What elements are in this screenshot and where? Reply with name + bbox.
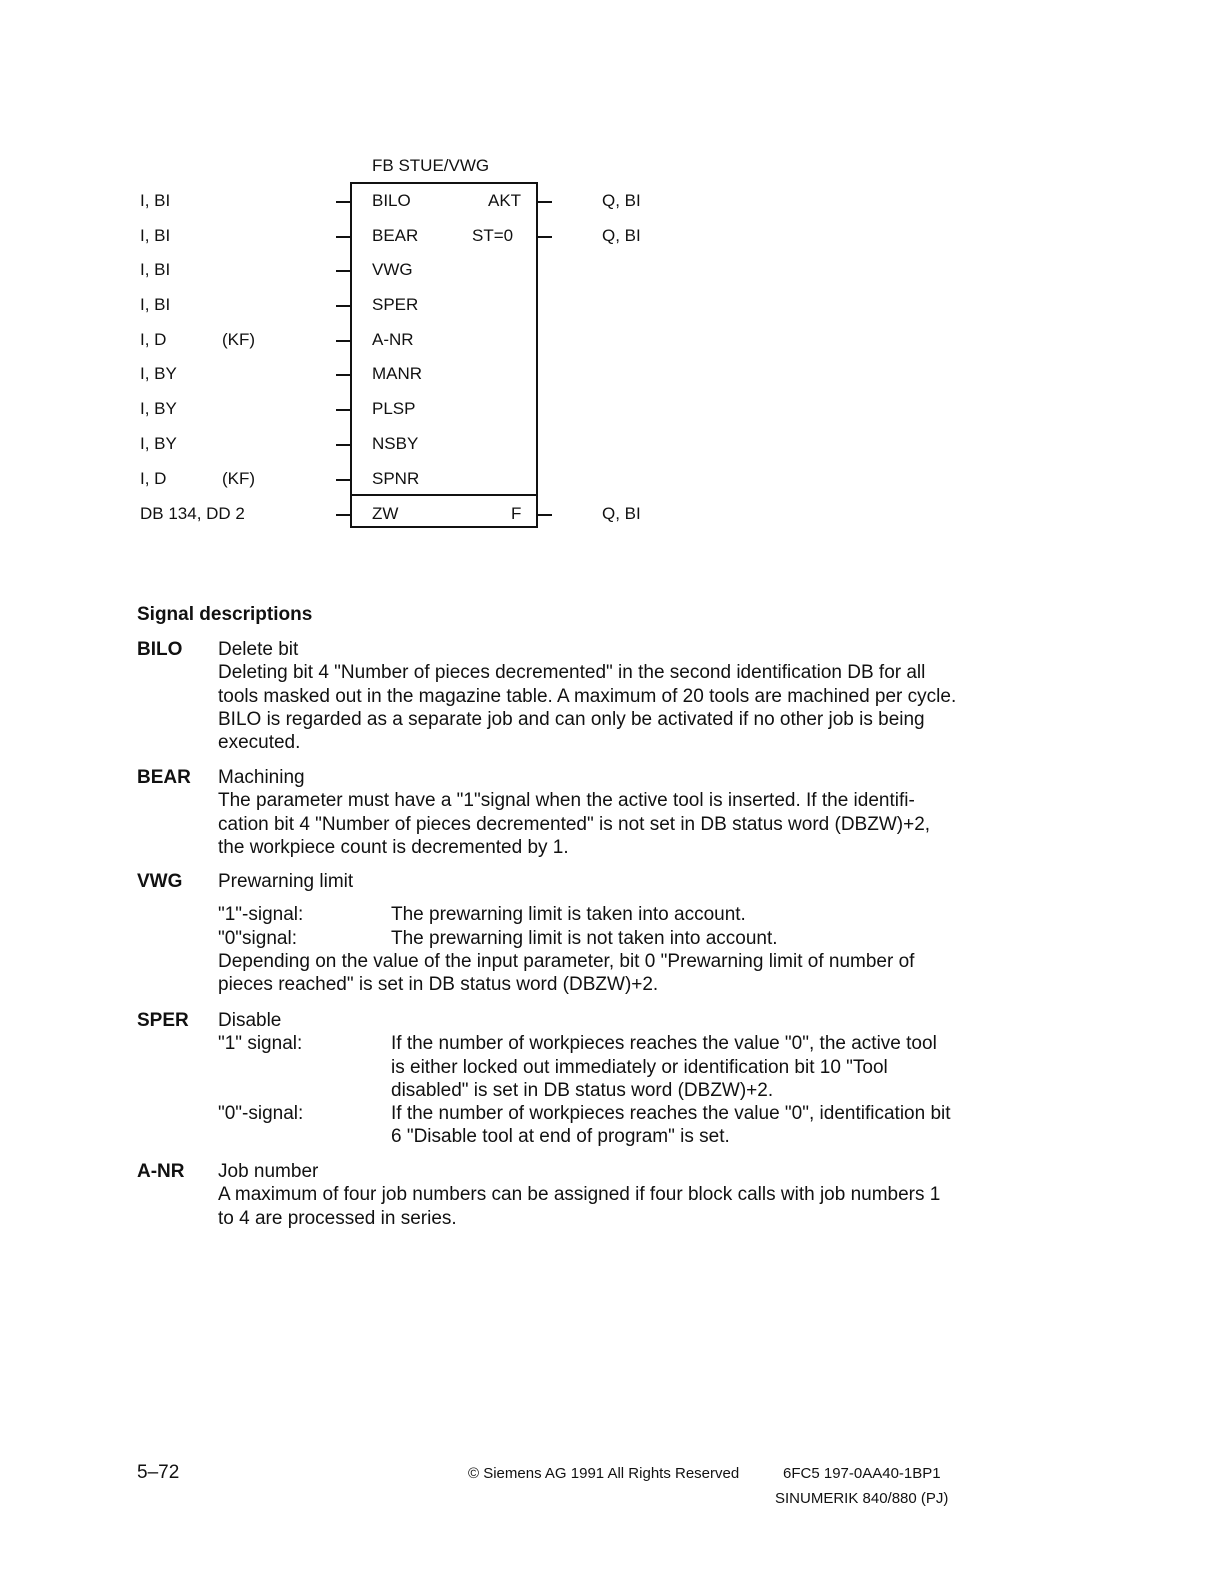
output-connector xyxy=(538,514,552,516)
output-connector xyxy=(538,201,552,203)
signal-state-value: The prewarning limit is not taken into account. xyxy=(391,927,778,949)
signal-state-key: "0"-signal: xyxy=(218,1103,304,1125)
input-name: SPER xyxy=(372,295,419,314)
input-connector xyxy=(336,479,350,481)
input-connector xyxy=(336,270,350,272)
signal-body xyxy=(218,1160,958,1230)
signal-state-row xyxy=(218,1102,958,1149)
input-name: NSBY xyxy=(372,434,419,453)
signal-title: Job number xyxy=(218,1161,319,1182)
input-type: I, BY xyxy=(140,364,177,383)
input-connector xyxy=(336,444,350,446)
output-name: ST=0 xyxy=(472,226,514,245)
signal-state-key: "0"signal: xyxy=(218,927,297,949)
input-type: DB 134, DD 2 xyxy=(140,504,245,523)
signal-state-key: "1" signal: xyxy=(218,1033,303,1055)
signal-state-row xyxy=(218,903,958,926)
signal-label: VWG xyxy=(137,871,183,892)
signal-label: A-NR xyxy=(137,1161,185,1182)
signal-label: BEAR xyxy=(137,767,191,788)
signal-body xyxy=(218,1009,958,1149)
signal-label: BILO xyxy=(137,639,183,660)
output-type: Q, BI xyxy=(602,226,641,245)
signal-title: Prewarning limit xyxy=(218,871,354,892)
input-name: SPNR xyxy=(372,469,420,488)
input-connector xyxy=(336,409,350,411)
signal-body xyxy=(218,766,958,859)
input-type: I, BI xyxy=(140,191,171,210)
input-connector xyxy=(336,305,350,307)
block-title: FB STUE/VWG xyxy=(372,156,490,175)
input-connector xyxy=(336,340,350,342)
input-type: I, BY xyxy=(140,399,177,418)
signal-state-value: If the number of workpieces reaches the value "0", identification bit 6 "Disable tool at end of program" is set. xyxy=(391,1103,951,1148)
signal-label: SPER xyxy=(137,1010,189,1031)
signal-state-row xyxy=(218,1032,958,1102)
input-format: (KF) xyxy=(222,330,256,349)
input-name: PLSP xyxy=(372,399,416,418)
order-number: 6FC5 197-0AA40-1BP1 xyxy=(783,1465,941,1482)
signal-body xyxy=(218,870,958,996)
signal-body xyxy=(218,638,958,754)
signal-state-value: If the number of workpieces reaches the value "0", the active tool is either locked out immediately or identification bit 10 "Tool disabled" is set in DB status word (DBZW)+2. xyxy=(391,1033,937,1101)
signal-state-row xyxy=(218,927,958,950)
input-name: BEAR xyxy=(372,226,419,245)
input-type: I, BY xyxy=(140,434,177,453)
signal-state-key: "1"-signal: xyxy=(218,904,304,926)
signal-text: The parameter must have a "1"signal when the active tool is inserted. If the identification bit 4 "Number of pieces decremented" is not set in DB status word (DBZW)+2, the workpiece count is decremented by 1. xyxy=(218,790,931,858)
page-number: 5–72 xyxy=(137,1462,180,1483)
input-connector xyxy=(336,514,350,516)
input-type: I, BI xyxy=(140,295,171,314)
input-type: I, D xyxy=(140,469,167,488)
input-connector xyxy=(336,374,350,376)
section-heading: Signal descriptions xyxy=(137,604,313,625)
input-name: MANR xyxy=(372,364,423,383)
output-connector xyxy=(538,236,552,238)
function-block-divider xyxy=(350,494,538,496)
input-type: I, BI xyxy=(140,226,171,245)
output-name: AKT xyxy=(488,191,522,210)
output-type: Q, BI xyxy=(602,191,641,210)
input-name: A-NR xyxy=(372,330,414,349)
input-connector xyxy=(336,236,350,238)
signal-text: Depending on the value of the input parameter, bit 0 "Prewarning limit of number of pieces reached" is set in DB status word (DBZW)+2. xyxy=(218,950,915,996)
product-name: SINUMERIK 840/880 (PJ) xyxy=(775,1490,949,1507)
signal-title: Disable xyxy=(218,1010,282,1031)
signal-text: Deleting bit 4 "Number of pieces decremented" in the second identification DB for all tools masked out in the magazine table. A maximum of 20 tools are machined per cycle. BILO is regarded as a separate job and can only be activated if no other job is being executed. xyxy=(218,662,957,754)
signal-text: A maximum of four job numbers can be assigned if four block calls with job numbers 1 to 4 are processed in series. xyxy=(218,1184,941,1229)
output-name: F xyxy=(511,504,522,523)
input-name: BILO xyxy=(372,191,411,210)
input-format: (KF) xyxy=(222,469,256,488)
copyright-notice: © Siemens AG 1991 All Rights Reserved xyxy=(468,1465,740,1482)
input-type: I, BI xyxy=(140,260,171,279)
signal-title: Machining xyxy=(218,767,305,788)
input-connector xyxy=(336,201,350,203)
input-type: I, D xyxy=(140,330,167,349)
input-name: ZW xyxy=(372,504,399,523)
signal-state-value: The prewarning limit is taken into account. xyxy=(391,904,746,926)
output-type: Q, BI xyxy=(602,504,641,523)
input-name: VWG xyxy=(372,260,413,279)
signal-title: Delete bit xyxy=(218,639,299,660)
